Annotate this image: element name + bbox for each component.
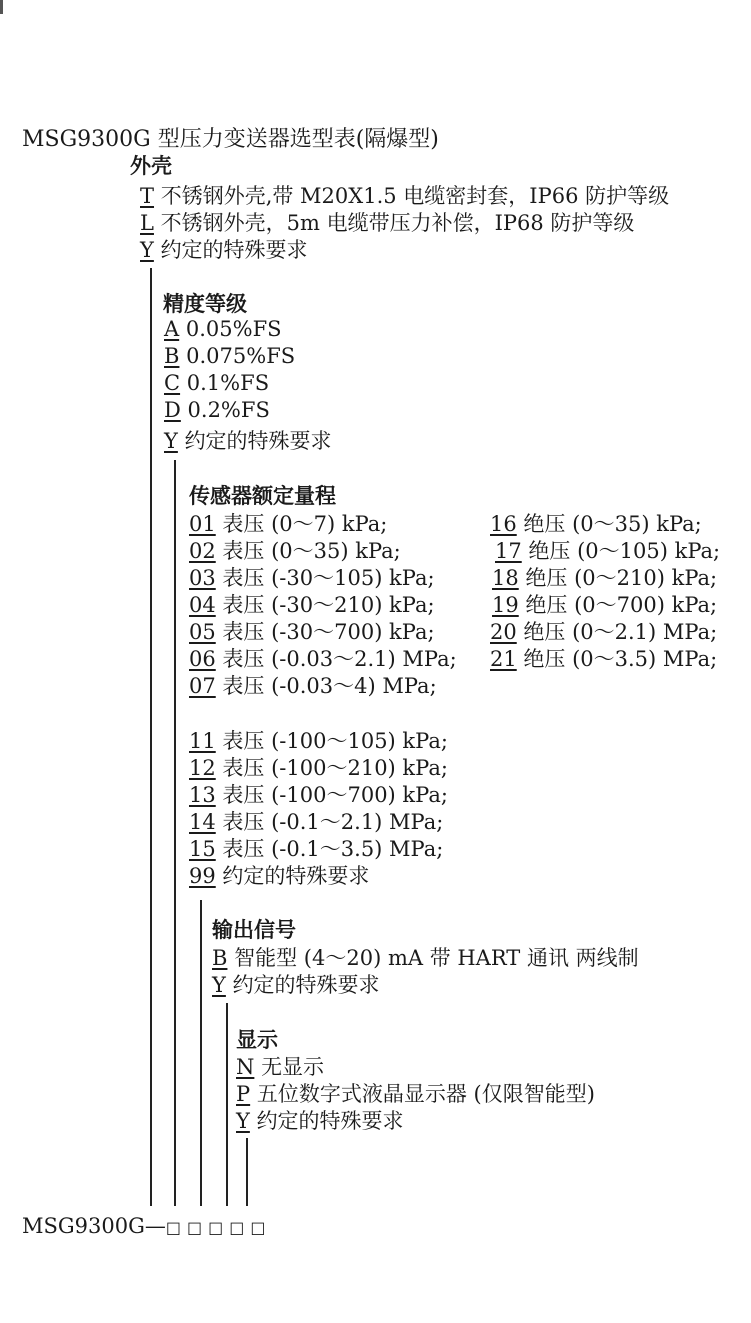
- range-option-14: [189, 806, 443, 836]
- option-desc: 约定的特殊要求: [184, 429, 332, 453]
- option-code: 06: [189, 647, 216, 671]
- option-code: 03: [189, 566, 216, 590]
- option-desc: 无显示: [261, 1055, 325, 1079]
- output-connector-line: [226, 1003, 228, 1206]
- housing-connector-line: [150, 268, 152, 1206]
- option-desc: 绝压 (0～2.1) MPa;: [523, 620, 718, 644]
- option-desc: 绝压 (0～105) kPa;: [528, 539, 721, 563]
- option-code: 01: [189, 512, 216, 536]
- accuracy-header: 精度等级: [163, 292, 247, 316]
- range-option-16: [490, 508, 702, 538]
- display-option-p: [236, 1078, 595, 1108]
- housing-header: 外壳: [130, 154, 172, 178]
- range-option-06: [189, 643, 457, 673]
- option-desc: 0.2%FS: [187, 398, 270, 422]
- range-option-04: [189, 589, 435, 619]
- option-code: 16: [490, 512, 517, 536]
- range-option-20: [490, 616, 717, 646]
- option-code: B: [212, 946, 228, 970]
- output-option-b: [212, 942, 639, 972]
- option-code: 13: [189, 783, 216, 807]
- option-code: N: [236, 1055, 255, 1079]
- option-desc: 约定的特殊要求: [256, 1109, 404, 1133]
- option-code: 07: [189, 674, 216, 698]
- option-code: 20: [490, 620, 517, 644]
- option-code: 05: [189, 620, 216, 644]
- display-option-y: [236, 1105, 404, 1135]
- range-option-05: [189, 616, 435, 646]
- option-desc: 表压 (-0.1～2.1) MPa;: [222, 810, 444, 834]
- range-option-18: [492, 562, 717, 592]
- range-option-21: [490, 643, 717, 673]
- range-option-11: [189, 725, 448, 755]
- range-option-15: [189, 833, 443, 863]
- option-code: Y: [164, 429, 178, 453]
- option-code: Y: [236, 1109, 250, 1133]
- option-code: 04: [189, 593, 216, 617]
- range-option-12: [189, 752, 448, 782]
- range-connector-line: [200, 900, 202, 1206]
- option-code: 19: [492, 593, 519, 617]
- option-desc: 绝压 (0～35) kPa;: [523, 512, 702, 536]
- output-option-y: [212, 969, 380, 999]
- option-desc: 表压 (-30～210) kPa;: [222, 593, 435, 617]
- option-desc: 0.075%FS: [186, 344, 296, 368]
- range-option-13: [189, 779, 448, 809]
- option-desc: 表压 (-30～700) kPa;: [222, 620, 435, 644]
- option-code: P: [236, 1082, 251, 1106]
- option-desc: 约定的特殊要求: [222, 864, 370, 888]
- housing-option-l: [140, 207, 634, 237]
- accuracy-option-y: [164, 425, 332, 455]
- option-code: 21: [490, 647, 517, 671]
- range-option-19: [492, 589, 717, 619]
- range-option-99: [189, 860, 369, 890]
- accuracy-option-c: [164, 371, 269, 395]
- page-title: MSG9300G 型压力变送器选型表(隔爆型): [22, 127, 439, 152]
- range-option-03: [189, 562, 435, 592]
- accuracy-option-d: [164, 398, 270, 422]
- accuracy-option-b: [164, 344, 295, 368]
- option-desc: 0.05%FS: [185, 317, 282, 341]
- model-code: [22, 1214, 271, 1238]
- option-desc: 绝压 (0～3.5) MPa;: [523, 647, 718, 671]
- display-option-n: [236, 1051, 324, 1081]
- option-code: 02: [189, 539, 216, 563]
- housing-option-y: [140, 234, 308, 264]
- range-option-17: [495, 535, 720, 565]
- option-desc: 表压 (-0.1～3.5) MPa;: [222, 837, 444, 861]
- option-desc: 五位数字式液晶显示器 (仅限智能型): [256, 1082, 595, 1106]
- option-desc: 表压 (0～35) kPa;: [222, 539, 401, 563]
- option-code: D: [164, 398, 181, 422]
- option-desc: 约定的特殊要求: [232, 973, 380, 997]
- option-code: 17: [495, 539, 522, 563]
- model-code-boxes: □□□□□: [165, 1218, 272, 1237]
- option-desc: 表压 (-30～105) kPa;: [222, 566, 435, 590]
- option-desc: 表压 (-100～105) kPa;: [222, 729, 448, 753]
- option-desc: 智能型 (4～20) mA 带 HART 通讯 两线制: [234, 946, 639, 970]
- option-desc: 不锈钢外壳,带 M20X1.5 电缆密封套，IP66 防护等级: [160, 184, 670, 208]
- option-desc: 表压 (-0.03～2.1) MPa;: [222, 647, 457, 671]
- option-desc: 0.1%FS: [186, 371, 270, 395]
- option-desc: 绝压 (0～700) kPa;: [525, 593, 718, 617]
- option-code: 12: [189, 756, 216, 780]
- accuracy-option-a: [164, 317, 282, 341]
- display-header: 显示: [236, 1028, 278, 1052]
- option-code: 99: [189, 864, 216, 888]
- display-connector-line: [246, 1138, 248, 1206]
- option-desc: 表压 (-0.03～4) MPa;: [222, 674, 437, 698]
- option-code: 15: [189, 837, 216, 861]
- option-desc: 不锈钢外壳，5m 电缆带压力补偿，IP68 防护等级: [160, 211, 635, 235]
- option-code: Y: [140, 238, 154, 262]
- range-header: 传感器额定量程: [189, 484, 336, 508]
- option-code: L: [140, 211, 154, 235]
- option-desc: 绝压 (0～210) kPa;: [525, 566, 718, 590]
- output-header: 输出信号: [212, 918, 296, 942]
- option-code: T: [140, 184, 155, 208]
- option-desc: 表压 (0～7) kPa;: [222, 512, 388, 536]
- accuracy-connector-line: [174, 460, 176, 1206]
- option-desc: 约定的特殊要求: [160, 238, 308, 262]
- option-code: Y: [212, 973, 226, 997]
- option-desc: 表压 (-100～210) kPa;: [222, 756, 448, 780]
- option-code: 14: [189, 810, 216, 834]
- range-option-01: [189, 508, 387, 538]
- housing-option-t: [140, 180, 669, 210]
- model-code-prefix: MSG9300G—: [22, 1214, 166, 1238]
- option-code: A: [164, 317, 180, 341]
- range-option-02: [189, 535, 401, 565]
- option-code: B: [164, 344, 180, 368]
- option-code: 18: [492, 566, 519, 590]
- option-code: 11: [189, 729, 216, 753]
- option-desc: 表压 (-100～700) kPa;: [222, 783, 448, 807]
- edge-mark: [0, 0, 3, 14]
- range-option-07: [189, 670, 437, 700]
- option-code: C: [164, 371, 181, 395]
